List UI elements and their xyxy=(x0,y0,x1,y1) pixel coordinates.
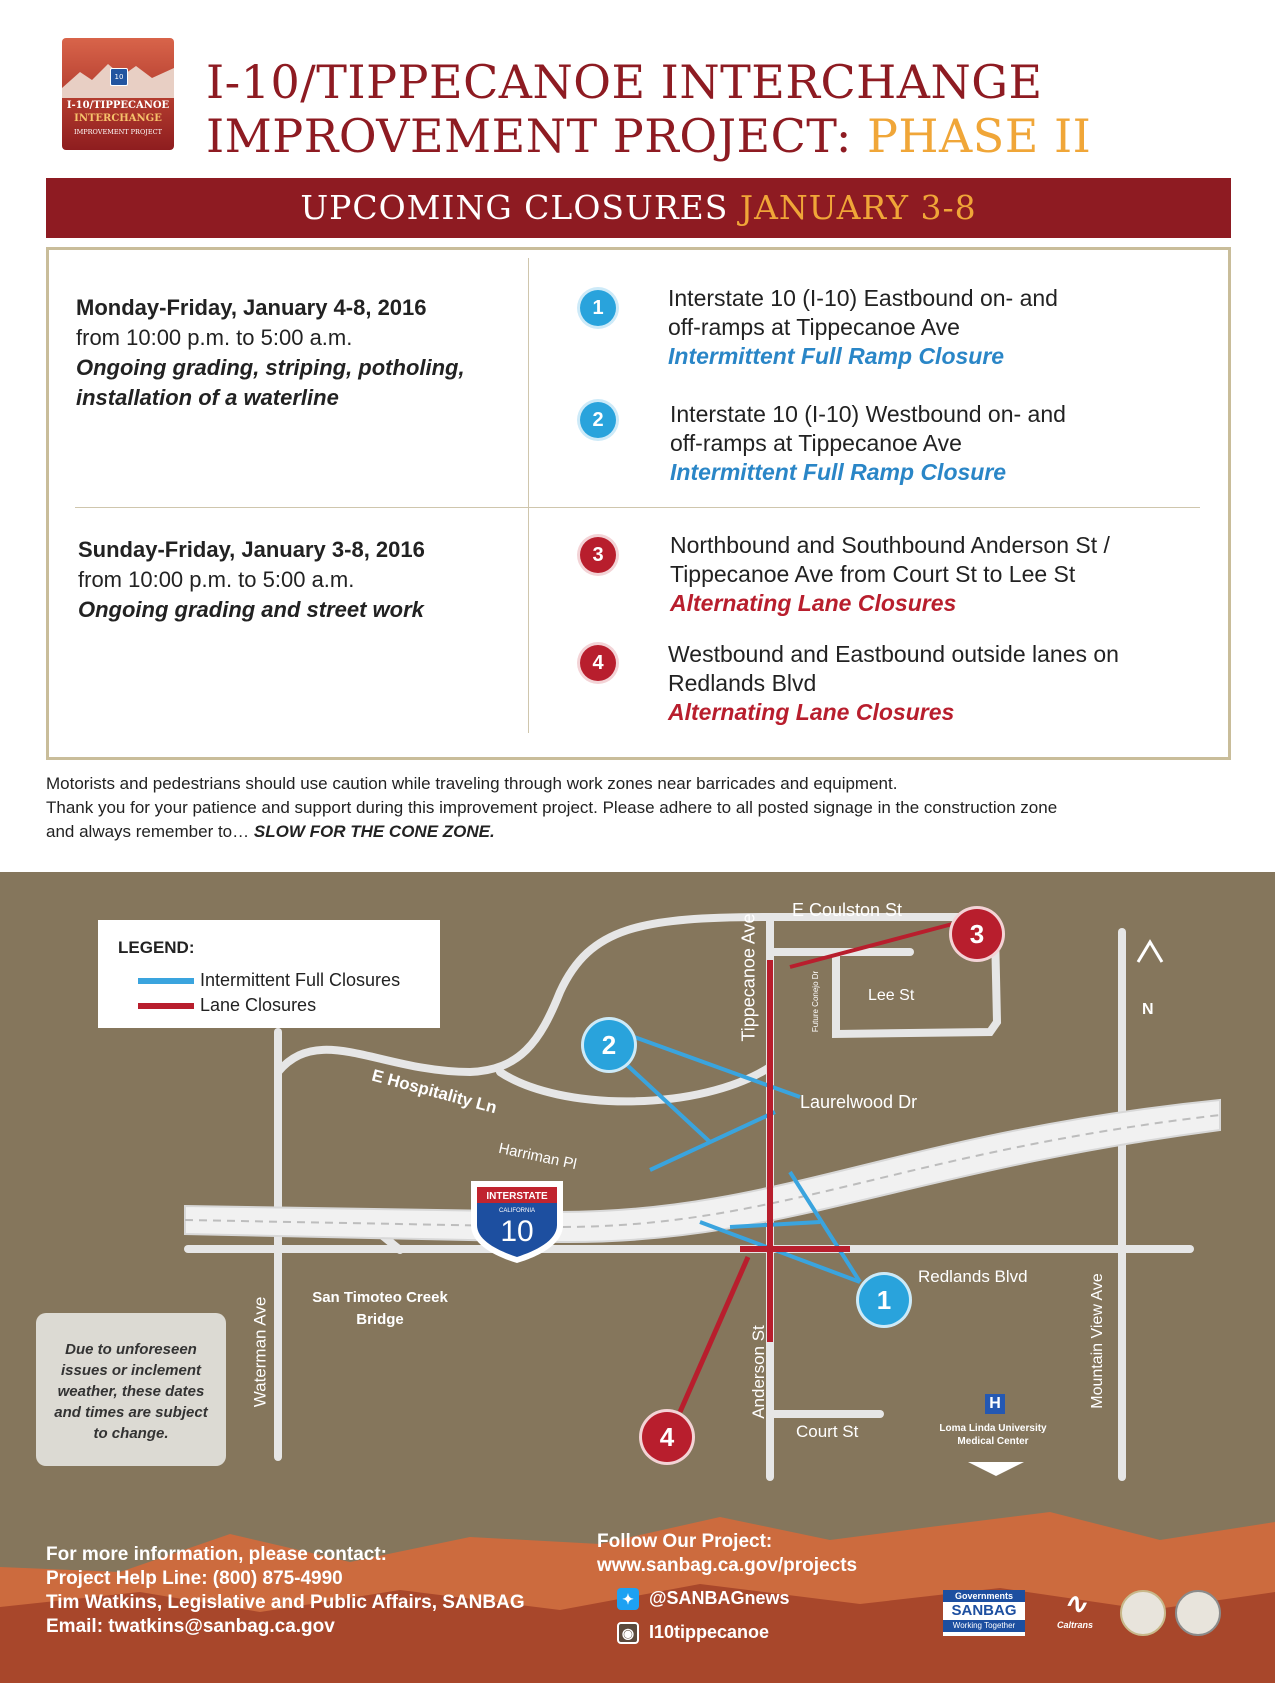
street-label-waterman: Waterman Ave xyxy=(250,1296,270,1408)
title-main: IMPROVEMENT PROJECT: xyxy=(206,109,867,163)
hospital-icon: H xyxy=(985,1394,1005,1414)
closure-desc: Westbound and Eastbound outside lanes on xyxy=(668,641,1119,667)
shield-state-label: CALIFORNIA xyxy=(498,1208,536,1214)
map-legend xyxy=(98,920,440,1028)
schedule-work: installation of a waterline xyxy=(76,385,339,410)
legend-label-lane: Lane Closures xyxy=(200,995,317,1015)
map-marker-4: 4 xyxy=(642,1412,692,1462)
north-label: N xyxy=(1142,1001,1154,1018)
closure-number-3: 3 xyxy=(580,537,616,573)
title-line1: I-10/TIPPECANOE INTERCHANGE xyxy=(206,55,1043,109)
closure-type: Intermittent Full Ramp Closure xyxy=(668,343,1005,369)
city-seal-2-icon xyxy=(1175,1590,1221,1636)
banner-label: UPCOMING CLOSURES xyxy=(300,188,740,227)
hospital-label-line1: Loma Linda University xyxy=(939,1423,1047,1434)
contact-block xyxy=(46,1543,525,1639)
bridge-label xyxy=(310,1287,450,1331)
hospital-direction-arrow-icon xyxy=(968,1462,1024,1476)
sanbag-top: Governments xyxy=(943,1590,1025,1602)
closure-type: Alternating Lane Closures xyxy=(670,590,957,616)
legend-label-full: Intermittent Full Closures xyxy=(200,970,401,990)
cone-zone-slogan: SLOW FOR THE CONE ZONE. xyxy=(253,822,495,841)
sanbag-sub: Working Together xyxy=(943,1620,1025,1632)
street-label-tippecanoe: Tippecanoe Ave xyxy=(738,913,759,1042)
closure-line-2c xyxy=(650,1112,775,1170)
caltrans-mark-icon: ∿ xyxy=(1063,1588,1087,1619)
notice-line xyxy=(46,820,1246,844)
i10-freeway xyxy=(185,1100,1220,1242)
street-label-anderson: Anderson St xyxy=(748,1325,768,1419)
schedule-work: Ongoing grading, striping, potholing, xyxy=(76,355,465,380)
follow-title: Follow Our Project: xyxy=(597,1531,773,1552)
hospital-label-line2: Medical Center xyxy=(957,1436,1029,1447)
city-seal-1-icon xyxy=(1120,1590,1166,1636)
north-arrow-icon xyxy=(1138,942,1162,962)
bridge-label-line1: San Timoteo Creek xyxy=(312,1289,448,1306)
disclaimer-box xyxy=(36,1313,226,1466)
map-marker-2: 2 xyxy=(584,1020,634,1070)
notice-line: Thank you for your patience and support during this improvement project. Please adhere to all posted signage in the construction zone xyxy=(46,798,1058,817)
sanbag-main: SANBAG xyxy=(951,1602,1017,1619)
schedule-divider-vertical xyxy=(528,258,529,733)
contact-person: Tim Watkins, Legislative and Public Affairs, SANBAG xyxy=(46,1592,525,1613)
street-label-redlands: Redlands Blvd xyxy=(918,1267,1028,1286)
closure-type: Alternating Lane Closures xyxy=(668,699,955,725)
page-title xyxy=(206,55,1206,163)
bridge-label-line2: Bridge xyxy=(356,1311,404,1328)
map-marker-3: 3 xyxy=(952,909,1002,959)
schedule-dates: Sunday-Friday, January 3-8, 2016 xyxy=(78,537,425,562)
street-label-harriman: Harriman Pl xyxy=(497,1139,579,1174)
logo-line3: IMPROVEMENT PROJECT xyxy=(74,128,162,136)
title-line2 xyxy=(206,109,1206,163)
legend-title: LEGEND: xyxy=(118,938,195,957)
logo-line1: I-10/TIPPECANOE xyxy=(66,100,170,111)
shield-interstate-label: INTERSTATE xyxy=(486,1191,548,1202)
legend-row-lane xyxy=(138,995,316,1016)
closure-item-1 xyxy=(668,284,1228,371)
logo-line2: INTERCHANGE xyxy=(74,113,162,124)
schedule-dates: Monday-Friday, January 4-8, 2016 xyxy=(76,295,427,320)
sanbag-logo xyxy=(943,1590,1025,1636)
closure-desc: off-ramps at Tippecanoe Ave xyxy=(670,430,962,456)
twitter-icon: ✦ xyxy=(617,1588,639,1610)
closure-desc: Tippecanoe Ave from Court St to Lee St xyxy=(670,561,1076,587)
closure-item-3 xyxy=(670,531,1250,618)
project-logo xyxy=(62,38,174,150)
closure-desc: Northbound and Southbound Anderson St / xyxy=(670,532,1110,558)
closure-desc: Interstate 10 (I-10) Eastbound on- and xyxy=(668,285,1058,311)
logo-shield: 10 xyxy=(110,68,128,86)
street-label-mountainview: Mountain View Ave xyxy=(1088,1273,1106,1409)
legend-row-full xyxy=(138,970,400,991)
street-label-court: Court St xyxy=(796,1422,859,1441)
closure-item-2 xyxy=(670,400,1230,487)
title-phase: PHASE II xyxy=(866,109,1092,163)
map-marker-1: 1 xyxy=(859,1275,909,1325)
schedule-work: Ongoing grading and street work xyxy=(78,597,424,622)
schedule-divider-horizontal xyxy=(75,507,1200,508)
shield-number: 10 xyxy=(500,1215,534,1248)
street-label-coulston: E Coulston St xyxy=(792,900,903,920)
follow-block xyxy=(597,1530,857,1578)
schedule-block-1 xyxy=(76,293,465,413)
closure-number-1: 1 xyxy=(580,290,616,326)
closure-desc: off-ramps at Tippecanoe Ave xyxy=(668,314,960,340)
notice-text: and always remember to… xyxy=(46,822,254,841)
street-label-lee: Lee St xyxy=(868,987,915,1004)
instagram-handle[interactable]: I10tippecanoe xyxy=(649,1622,770,1642)
caution-notice xyxy=(46,772,1246,844)
contact-email: Email: twatkins@sanbag.ca.gov xyxy=(46,1616,335,1637)
contact-helpline: Project Help Line: (800) 875-4990 xyxy=(46,1568,343,1589)
schedule-block-2 xyxy=(78,535,425,625)
instagram-icon: ◉ xyxy=(617,1622,639,1644)
caltrans-label: Caltrans xyxy=(1056,1620,1093,1630)
banner-dates: JANUARY 3-8 xyxy=(739,188,977,227)
instagram-row[interactable] xyxy=(617,1620,769,1644)
legend-swatch-red xyxy=(138,1003,194,1009)
street-label-future: Future Conejo Dr xyxy=(811,970,821,1033)
closure-number-2: 2 xyxy=(580,402,616,438)
hospital-label xyxy=(918,1422,1068,1448)
twitter-handle[interactable]: @SANBAGnews xyxy=(649,1588,790,1608)
contact-title: For more information, please contact: xyxy=(46,1544,387,1565)
closure-number-4: 4 xyxy=(580,645,616,681)
website-link[interactable]: www.sanbag.ca.gov/projects xyxy=(597,1555,858,1576)
notice-line: Motorists and pedestrians should use caution while traveling through work zones near barricades and equipment. xyxy=(46,774,898,793)
closure-desc: Interstate 10 (I-10) Westbound on- and xyxy=(670,401,1066,427)
closures-banner xyxy=(46,178,1231,238)
caltrans-logo xyxy=(1045,1588,1105,1636)
closure-line-3 xyxy=(790,922,960,967)
closure-type: Intermittent Full Ramp Closure xyxy=(670,459,1007,485)
street-label-hospitality: E Hospitality Ln xyxy=(369,1065,499,1118)
closure-item-4 xyxy=(668,640,1228,727)
legend-swatch-blue xyxy=(138,978,194,984)
closure-desc: Redlands Blvd xyxy=(668,670,817,696)
twitter-row[interactable] xyxy=(617,1586,790,1610)
schedule-hours: from 10:00 p.m. to 5:00 a.m. xyxy=(78,567,355,592)
schedule-hours: from 10:00 p.m. to 5:00 a.m. xyxy=(76,325,353,350)
closure-line-4 xyxy=(680,1257,748,1412)
disclaimer-text: Due to unforeseen issues or inclement weather, these dates and times are subject to change. xyxy=(54,1341,208,1442)
street-label-laurelwood: Laurelwood Dr xyxy=(800,1092,918,1112)
